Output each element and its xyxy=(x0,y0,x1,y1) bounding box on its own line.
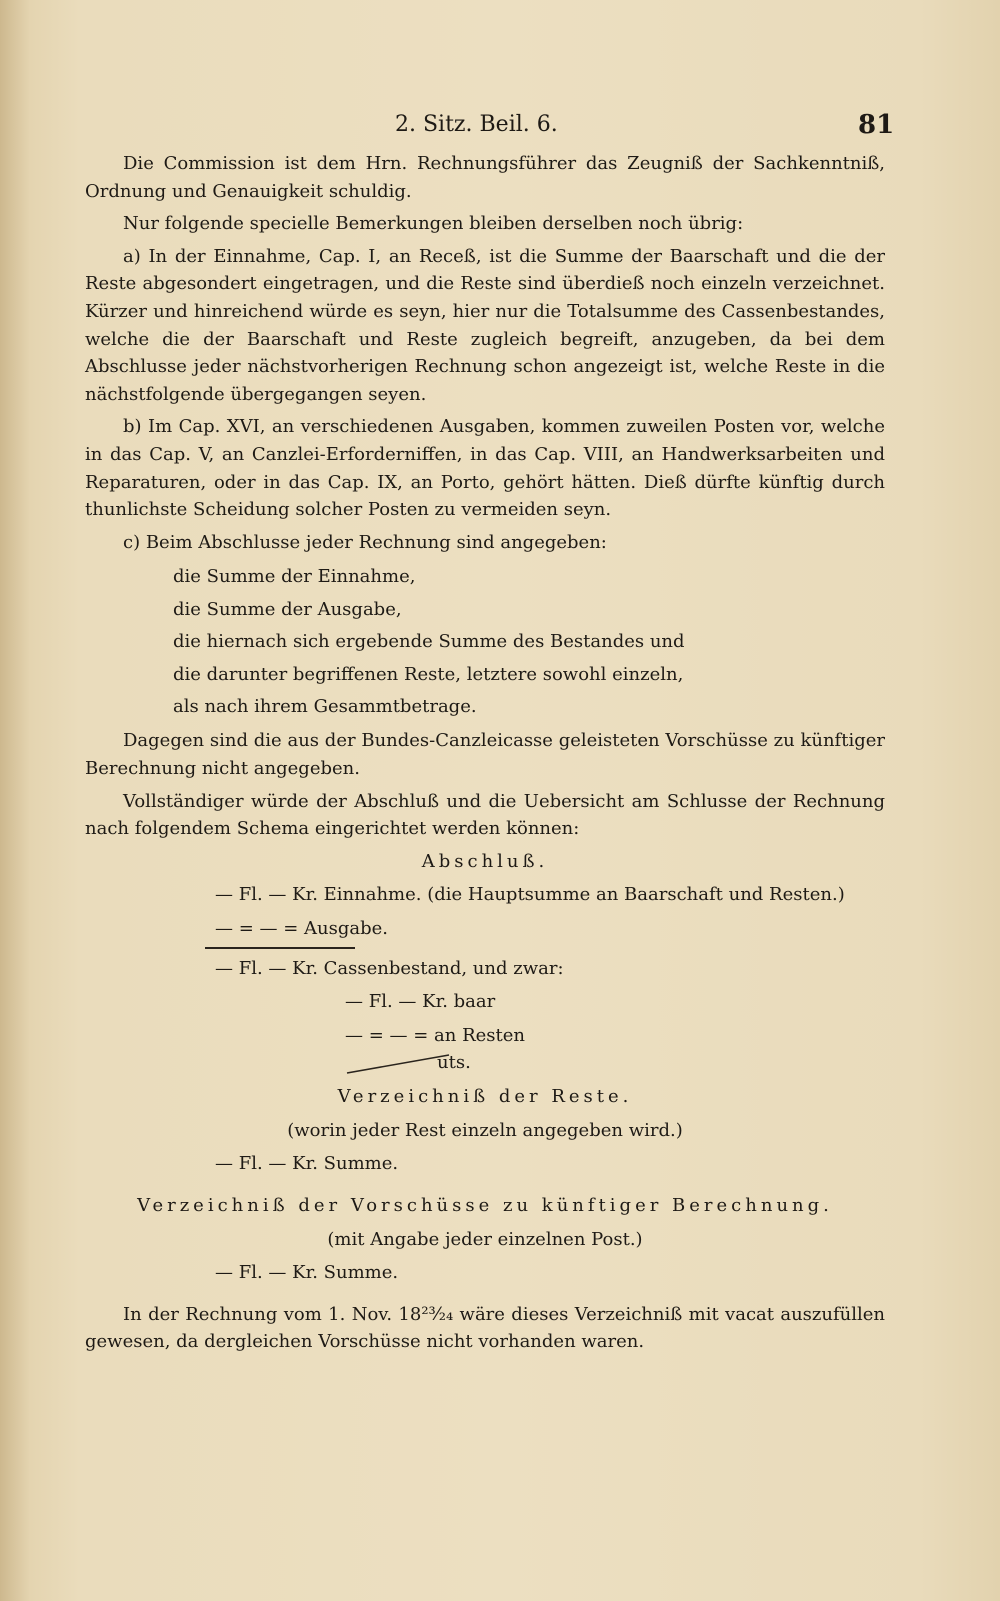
schema-income-line: — Fl. — Kr. Einnahme. (die Hauptsumme an Baarschaft und Resten.) xyxy=(215,884,845,906)
schema-uts-text: uts. xyxy=(437,1052,471,1074)
verzeichnis-vorschuss-sub: (mit Angabe jeder einzelnen Post.) xyxy=(327,1228,643,1250)
list-item: die hiernach sich ergebende Summe des Bestandes und xyxy=(173,631,685,653)
paragraph-intro: Die Commission ist dem Hrn. Rechnungsführer das Zeugniß der Sachkenntniß, Ordnung und Genauigkeit schuldig. xyxy=(85,153,885,202)
list-item: die Summe der Ausgabe, xyxy=(173,598,402,620)
paragraph-schema-intro: Vollständiger würde der Abschluß und die Uebersicht am Schlusse der Rechnung nach folgendem Schema eingerichtet werden können: xyxy=(85,790,885,840)
remark-b: b) Im Cap. XVI, an verschiedenen Ausgaben, kommen zuweilen Posten vor, welche in das Cap. V, an Canzlei-Erforderniffen, in das Cap. VIII, an Handwerksarbeiten und Reparaturen, oder in das Cap. IX, an Porto, gehört hätten. Dieß dürfte künftig durch thunlichste Scheidung solcher Posten zu vermeiden seyn. xyxy=(85,416,885,521)
schema-balance-line: — Fl. — Kr. Cassenbestand, und zwar: xyxy=(215,957,564,979)
paragraph-remarks: Nur folgende specielle Bemerkungen bleiben derselben noch übrig: xyxy=(123,213,744,235)
paragraph-closing: In der Rechnung vom 1. Nov. 18²³⁄₂₄ wäre dieses Verzeichniß mit vacat auszufüllen gewesen, da dergleichen Vorschüsse nicht vorhanden waren. xyxy=(85,1303,885,1353)
sum-rule xyxy=(205,947,355,949)
remark-a: a) In der Einnahme, Cap. I, an Receß, ist die Summe der Baarschaft und die der Reste abgesondert eingetragen, und die Reste sind überdieß noch einzeln verzeichnet. Kürzer und hinreichend würde es seyn, hier nur die Totalsumme des Cassenbestandes, welche die der Baarschaft und Reste zugleich begreift, anzugeben, da bei dem Abschlusse jeder nächstvorherigen Rechnung schon angezeigt ist, welche Reste in die nächstfolgende übergegangen seyen. xyxy=(85,245,885,405)
schema-stroke xyxy=(85,1049,885,1075)
list-item: als nach ihrem Gesammtbetrage. xyxy=(173,695,477,717)
schema-arrears-line: — = — = an Resten xyxy=(345,1024,526,1046)
schema-cash-line: — Fl. — Kr. baar xyxy=(345,991,496,1013)
page-number: 81 xyxy=(858,110,895,140)
verzeichnis-vorschuss-sum: — Fl. — Kr. Summe. xyxy=(215,1262,399,1284)
verzeichnis-reste-heading: Verzeichniß der Reste. xyxy=(337,1086,633,1108)
running-header xyxy=(0,108,1000,144)
page-body xyxy=(85,150,885,1361)
verzeichnis-reste-sub: (worin jeder Rest einzeln angegeben wird.) xyxy=(287,1119,683,1141)
list-item: die darunter begriffenen Reste, letztere sowohl einzeln, xyxy=(173,663,684,685)
schema-expense-line: — = — = Ausgabe. xyxy=(215,917,389,939)
section-reference: 2. Sitz. Beil. 6. xyxy=(395,112,558,137)
remark-c: c) Beim Abschlusse jeder Rechnung sind angegeben: xyxy=(123,531,607,553)
schema-heading: Abschluß. xyxy=(421,850,549,872)
verzeichnis-reste-sum: — Fl. — Kr. Summe. xyxy=(215,1153,399,1175)
remark-c-list xyxy=(173,561,885,723)
paragraph-dagegen: Dagegen sind die aus der Bundes-Canzleicasse geleisteten Vorschüsse zu künftiger Berechnung nicht angegeben. xyxy=(85,730,885,779)
verzeichnis-vorschuss-heading: Verzeichniß der Vorschüsse zu künftiger Berechnung. xyxy=(137,1195,833,1217)
list-item: die Summe der Einnahme, xyxy=(173,566,416,588)
